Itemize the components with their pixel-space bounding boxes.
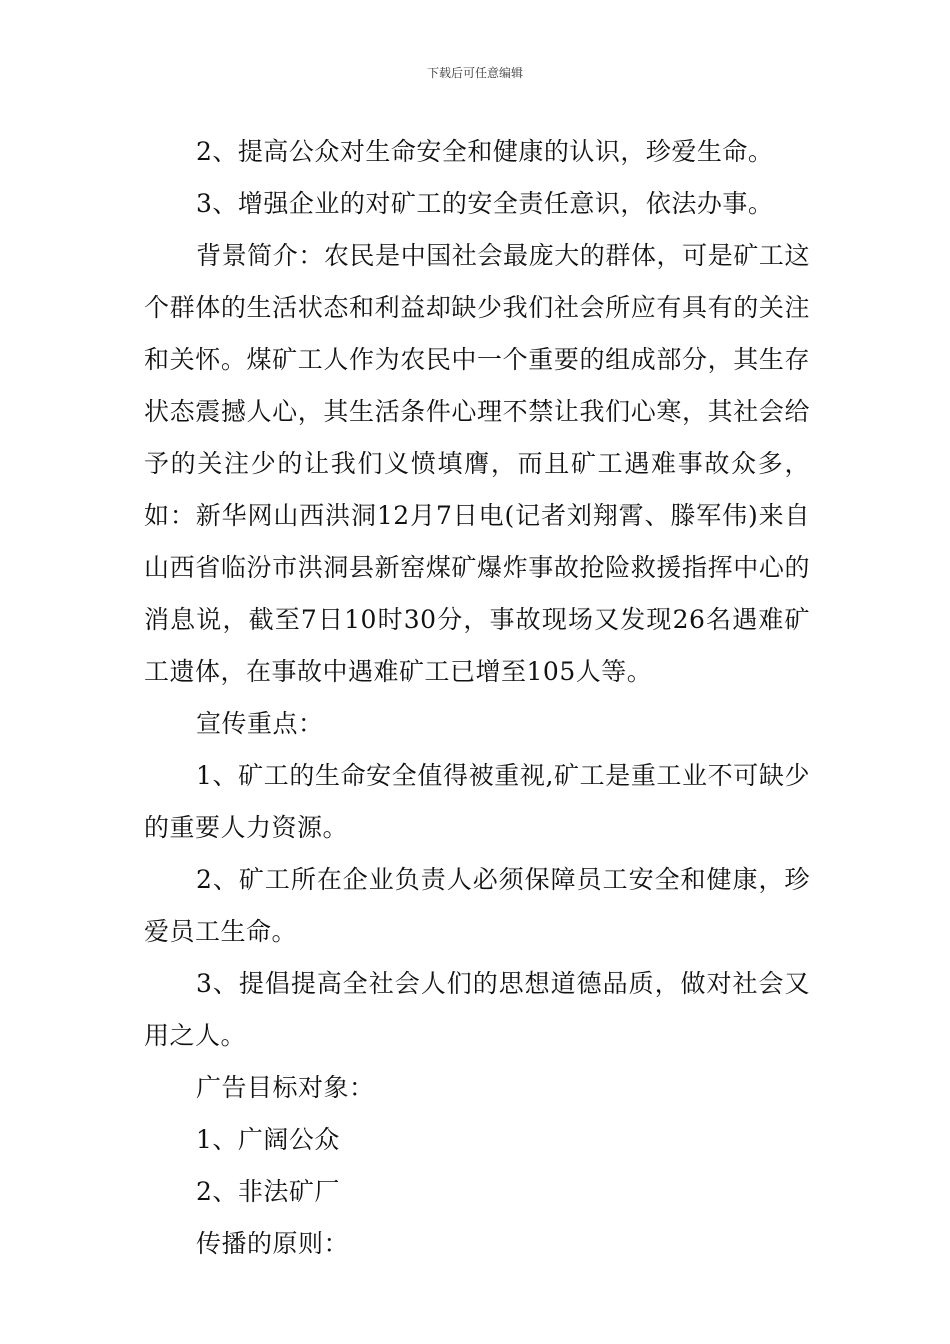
paragraph-point-1: 1、矿工的生命安全值得被重视,矿工是重工业不可缺少的重要人力资源。 [144, 761, 810, 842]
paragraph-point-3: 3、提倡提高全社会人们的思想道德品质，做对社会又用之人。 [144, 969, 810, 1050]
heading-target-audience: 广告目标对象： [196, 1073, 375, 1102]
list-item-audience-2: 2、非法矿厂 [196, 1177, 340, 1206]
page-header: 下载后可任意编辑 [426, 66, 523, 80]
paragraph-goal-3: 3、增强企业的对矿工的安全责任意识，依法办事。 [196, 189, 774, 218]
document-body [144, 126, 810, 1270]
paragraph-goal-2: 2、提高公众对生命安全和健康的认识，珍爱生命。 [196, 137, 774, 166]
paragraph-point-2: 2、矿工所在企业负责人必须保障员工安全和健康，珍爱员工生命。 [144, 865, 810, 946]
heading-key-points: 宣传重点： [196, 709, 324, 738]
heading-principles: 传播的原则： [196, 1229, 350, 1258]
list-item-audience-1: 1、广阔公众 [196, 1125, 340, 1154]
paragraph-background: 背景简介：农民是中国社会最庞大的群体，可是矿工这个群体的生活状态和利益却缺少我们社会所应有具有的关注和关怀。煤矿工人作为农民中一个重要的组成部分，其生存状态震撼人心，其生活条件心理不禁让我们心寒，其社会给予的关注少的让我们义愤填膺，而且矿工遇难事故众多，如：新华网山西洪洞12月7日电(记者刘翔霄、滕军伟)来自山西省临汾市洪洞县新窑煤矿爆炸事故抢险救援指挥中心的消息说，截至7日10时30分，事故现场又发现26名遇难矿工遗体，在事故中遇难矿工已增至105人等。 [144, 241, 810, 686]
